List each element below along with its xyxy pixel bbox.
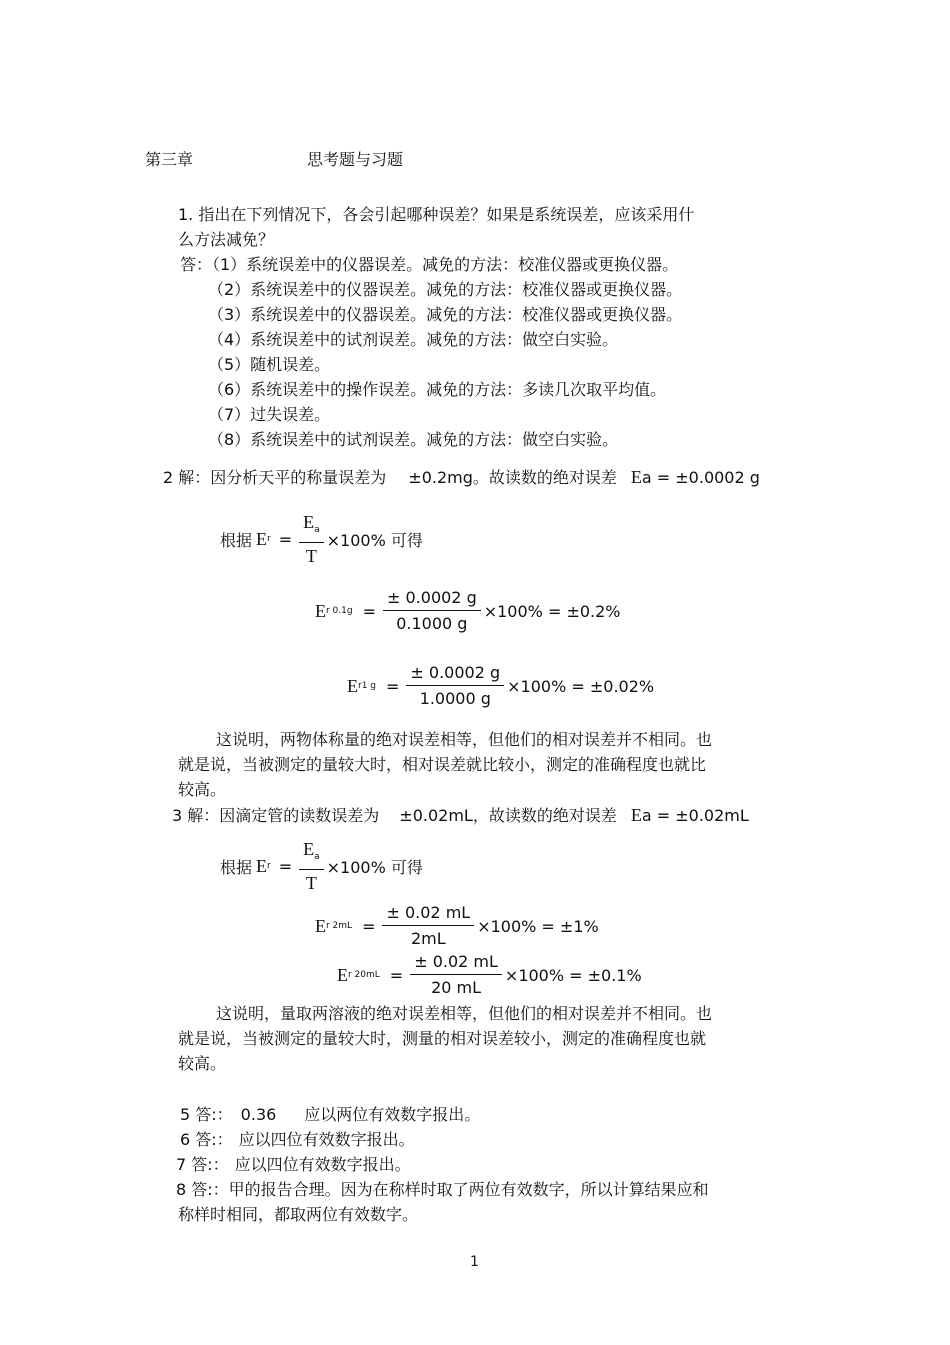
q3-frac-den: T bbox=[305, 873, 317, 893]
q2-frac-num-sub: a bbox=[314, 525, 320, 535]
q1-answer-6: （6）系统误差中的操作误差。减免的方法：多读几次取平均值。 bbox=[208, 380, 667, 399]
answer-6-text: 应以四位有效数字报出。 bbox=[238, 1130, 415, 1149]
q2-eq2-fraction bbox=[406, 663, 504, 709]
q2-frac-den: T bbox=[305, 546, 317, 566]
answer-8-line1: 8 答:：甲的报告合理。因为在称样时取了两位有效数字，所以计算结果应和 bbox=[176, 1180, 709, 1199]
q3-basis-fraction bbox=[299, 839, 324, 893]
q2-eq1-den: 0.1000 g bbox=[396, 614, 468, 633]
page-title: 思考题与习题 bbox=[307, 150, 404, 169]
q2-eq1-num: ± 0.0002 g bbox=[383, 588, 481, 611]
answer-6-label: 6 答:： bbox=[180, 1130, 233, 1149]
chapter-label: 第三章 bbox=[145, 150, 194, 169]
q2-equation-2: E r1 g = $\frac{\pm 0.0002 g}{1.0000 g}$ ×100% = ±0.02% bbox=[347, 663, 655, 708]
q3-eq2-fraction bbox=[410, 952, 502, 998]
q3-eq2-symbol: E bbox=[337, 964, 348, 985]
answer-7-text: 应以四位有效数字报出。 bbox=[234, 1155, 411, 1174]
q2-eq2-den: 1.0000 g bbox=[419, 689, 491, 708]
q3-reading-error: ±0.02mL bbox=[399, 806, 473, 825]
q1-answer-3: （3）系统误差中的仪器误差。减免的方法：校准仪器或更换仪器。 bbox=[208, 305, 683, 324]
q3-er-sub: r bbox=[267, 861, 271, 871]
q1-question-line1: 1. 指出在下列情况下，各会引起哪种误差？如果是系统误差，应该采用什 bbox=[178, 205, 695, 224]
q3-eq1-symbol: E bbox=[315, 915, 326, 936]
q1-answer-4: （4）系统误差中的试剂误差。减免的方法：做空白实验。 bbox=[208, 330, 619, 349]
q2-weighing-error: ±0.2mg bbox=[408, 468, 473, 487]
q2-er-symbol: E bbox=[256, 528, 268, 549]
q2-frac-num: E bbox=[303, 512, 315, 532]
answer-6 bbox=[180, 1130, 415, 1150]
q3-eq1-fraction bbox=[382, 903, 474, 949]
q2-equation-1: E r 0.1g = $\frac{\pm 0.0002 g}{0.1000 g}$ ×100% = ±0.2% bbox=[315, 588, 621, 633]
q2-eq2-symbol: E bbox=[347, 675, 358, 696]
q3-eq2-num: ± 0.02 mL bbox=[410, 952, 502, 975]
q2-basis-fraction bbox=[299, 512, 324, 566]
answer-7-label: 7 答:： bbox=[176, 1155, 229, 1174]
q2-basis-times: ×100% 可得 bbox=[326, 530, 423, 550]
q2-eq1-symbol: E bbox=[315, 600, 326, 621]
q1-answer-1: 答：（1）系统误差中的仪器误差。减免的方法：校准仪器或更换仪器。 bbox=[180, 255, 679, 274]
q2-eq2-num: ± 0.0002 g bbox=[406, 663, 504, 686]
q3-ea-symbol: E bbox=[630, 805, 642, 825]
q2-eq2-result: ×100% = ±0.02% bbox=[507, 676, 655, 696]
q2-eq1-result: ×100% = ±0.2% bbox=[483, 601, 621, 621]
q3-formula-basis: 根据 E r = $\frac{E_a}{T}$ ×100% 可得 bbox=[220, 839, 423, 893]
page-number: 1 bbox=[470, 1254, 479, 1270]
q2-eq2-sub: r1 g bbox=[358, 681, 376, 691]
q3-basis-times: ×100% 可得 bbox=[326, 857, 423, 877]
q2-formula-basis: 根据 E r = $\frac{E_a}{T}$ ×100% 可得 bbox=[220, 512, 423, 566]
q3-eq2-den: 20 mL bbox=[431, 978, 482, 997]
answer-5-text: 应以两位有效数字报出。 bbox=[304, 1105, 481, 1124]
q2-conclusion-line3: 较高。 bbox=[178, 780, 227, 799]
q3-eq1-den: 2mL bbox=[410, 929, 446, 948]
answer-5-value: 0.36 bbox=[240, 1105, 277, 1124]
q3-equation-1: E r 2mL = $\frac{\pm 0.02 mL}{2mL}$ ×100% = ±1% bbox=[315, 903, 599, 948]
q3-er-symbol: E bbox=[256, 855, 268, 876]
q2-basis-label: 根据 bbox=[220, 530, 253, 550]
q3-conclusion-line1: 这说明，量取两溶液的绝对误差相等，但他们的相对误差并不相同。也 bbox=[216, 1004, 713, 1023]
q3-equation-2: E r 20mL = $\frac{\pm 0.02 mL}{20 mL}$ ×100% = ±0.1% bbox=[337, 952, 642, 997]
q3-ea-value: a = ±0.02mL bbox=[641, 806, 749, 825]
q3-eq1-sub: r 2mL bbox=[326, 921, 353, 931]
q3-conclusion-line3: 较高。 bbox=[178, 1054, 227, 1073]
q2-er-sub: r bbox=[267, 534, 271, 544]
q3-intro bbox=[172, 805, 749, 826]
q1-answer-5: （5）随机误差。 bbox=[208, 355, 331, 374]
answer-5-label: 5 答:： bbox=[180, 1105, 233, 1124]
q1-question-line2: 么方法减免？ bbox=[178, 230, 275, 249]
q3-eq1-num: ± 0.02 mL bbox=[382, 903, 474, 926]
answer-7 bbox=[176, 1155, 411, 1175]
q3-frac-num: E bbox=[303, 839, 315, 859]
q3-eq2-sub: r 20mL bbox=[348, 970, 380, 980]
answer-8-line2: 称样时相同，都取两位有效数字。 bbox=[178, 1205, 419, 1224]
q1-answer-8: （8）系统误差中的试剂误差。减免的方法：做空白实验。 bbox=[208, 430, 619, 449]
q2-eq1-fraction bbox=[383, 588, 481, 634]
q1-answer-7: （7）过失误差。 bbox=[208, 405, 331, 424]
q2-intro bbox=[163, 467, 760, 488]
q3-frac-num-sub: a bbox=[314, 852, 320, 862]
q2-eq1-sub: r 0.1g bbox=[326, 606, 353, 616]
q3-conclusion-line2: 就是说，当被测定的量较大时，测量的相对误差较小，测定的准确程度也就 bbox=[178, 1029, 707, 1048]
q2-intro-a: 2 解：因分析天平的称量误差为 bbox=[163, 468, 387, 487]
q2-conclusion-line2: 就是说，当被测定的量较大时，相对误差就比较小，测定的准确程度也就比 bbox=[178, 755, 707, 774]
q3-eq2-result: ×100% = ±0.1% bbox=[504, 965, 642, 985]
q3-basis-label: 根据 bbox=[220, 857, 253, 877]
q2-intro-c: 。故读数的绝对误差 bbox=[472, 468, 617, 487]
q3-intro-a: 3 解：因滴定管的读数误差为 bbox=[172, 806, 380, 825]
q3-eq1-result: ×100% = ±1% bbox=[477, 916, 599, 936]
q2-conclusion-line1: 这说明，两物体称量的绝对误差相等，但他们的相对误差并不相同。也 bbox=[216, 730, 713, 749]
q1-answer-2: （2）系统误差中的仪器误差。减免的方法：校准仪器或更换仪器。 bbox=[208, 280, 683, 299]
q2-ea-symbol: E bbox=[630, 467, 642, 487]
answer-5 bbox=[180, 1105, 480, 1125]
q2-ea-value: a = ±0.0002 g bbox=[641, 468, 760, 487]
q3-intro-c: ，故读数的绝对误差 bbox=[472, 806, 617, 825]
